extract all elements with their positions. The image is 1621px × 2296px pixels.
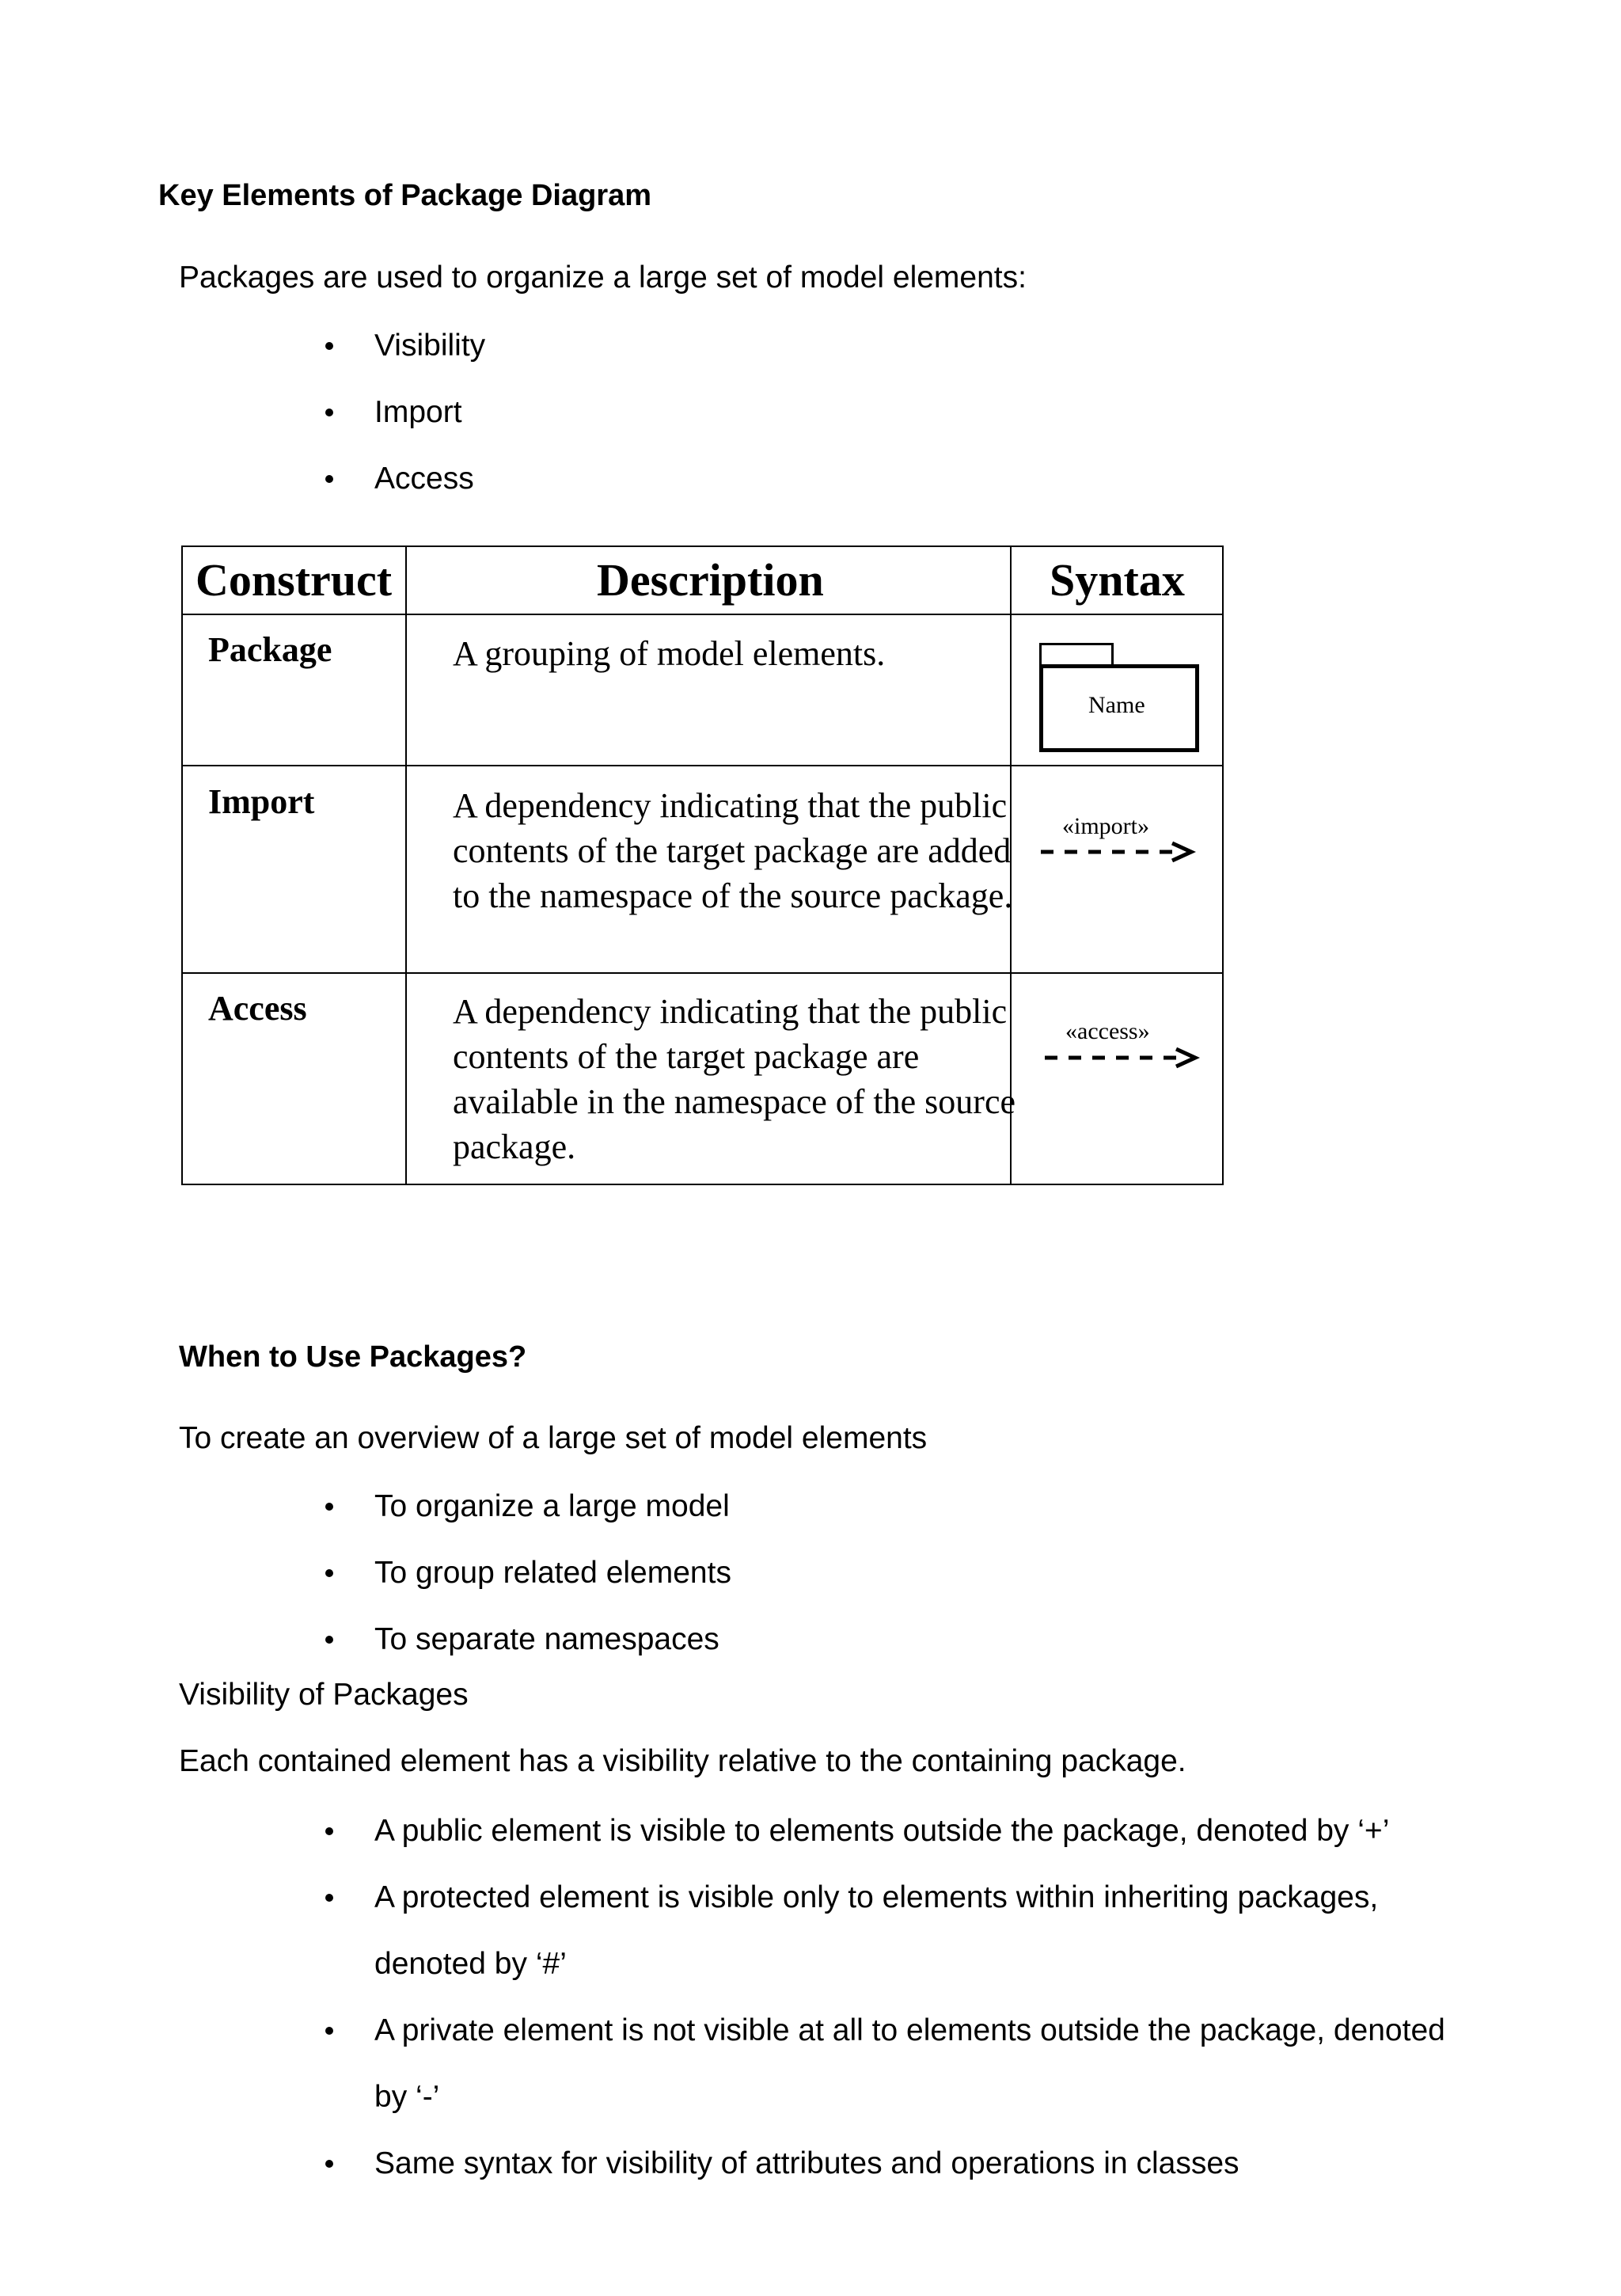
list-item: To organize a large model — [325, 1473, 731, 1540]
list-item: A private element is not visible at all to elements outside the package, denoted by ‘-’ — [325, 1998, 1445, 2131]
package-name-label: Name — [1088, 692, 1145, 718]
visibility-intro: Each contained element has a visibility relative to the containing package. — [179, 1744, 1186, 1778]
bullet-icon — [325, 1894, 333, 1902]
construct-import: Import — [208, 782, 315, 821]
bullet-icon — [325, 342, 333, 350]
bullet-icon — [325, 2027, 333, 2035]
description-package: A grouping of model elements. — [453, 634, 886, 673]
section-heading-when-to-use: When to Use Packages? — [179, 1340, 527, 1374]
list-item: To group related elements — [325, 1540, 731, 1606]
list-item: Import — [325, 379, 485, 446]
description-import: A dependency indicating that the public contents of the target package are added to the namespace of the source package. — [453, 786, 1013, 915]
intro-paragraph: Packages are used to organize a large set of model elements: — [179, 260, 1027, 295]
dashed-arrow-icon — [1043, 1046, 1202, 1070]
when-to-use-list — [325, 1473, 731, 1673]
visibility-list — [325, 1798, 1445, 2197]
bullet-icon — [325, 1827, 333, 1835]
bullet-icon — [325, 409, 333, 416]
list-item: Same syntax for visibility of attributes and operations in classes — [325, 2131, 1445, 2197]
list-item: A protected element is visible only to elements within inheriting packages, denoted by ‘#’ — [325, 1865, 1445, 1998]
bullet-icon — [325, 1503, 333, 1511]
list-item: Access — [325, 446, 485, 512]
bullet-icon — [325, 1569, 333, 1577]
header-description: Description — [597, 554, 824, 606]
list-item: Visibility — [325, 313, 485, 379]
bullet-icon — [325, 475, 333, 483]
header-construct: Construct — [196, 554, 393, 606]
when-intro-paragraph: To create an overview of a large set of model elements — [179, 1421, 928, 1455]
dashed-arrow-icon — [1039, 840, 1198, 864]
row-divider — [183, 972, 1222, 974]
list-item: To separate namespaces — [325, 1606, 731, 1673]
visibility-title: Visibility of Packages — [179, 1678, 469, 1712]
import-stereotype: «import» — [1062, 813, 1149, 839]
row-divider — [183, 614, 1222, 615]
description-access: A dependency indicating that the public contents of the target package are available in the namespace of the source package. — [453, 992, 1016, 1166]
bullet-icon — [325, 1636, 333, 1644]
access-stereotype: «access» — [1065, 1018, 1150, 1044]
bullet-icon — [325, 2160, 333, 2168]
column-divider — [405, 547, 407, 1184]
construct-access: Access — [208, 989, 307, 1028]
row-divider — [183, 765, 1222, 766]
construct-package: Package — [208, 630, 332, 669]
list-item: A public element is visible to elements outside the package, denoted by ‘+’ — [325, 1798, 1445, 1865]
section-heading-key-elements: Key Elements of Package Diagram — [158, 179, 652, 212]
package-constructs-table — [181, 545, 1224, 1185]
key-elements-list — [325, 313, 485, 512]
header-syntax: Syntax — [1050, 554, 1185, 606]
